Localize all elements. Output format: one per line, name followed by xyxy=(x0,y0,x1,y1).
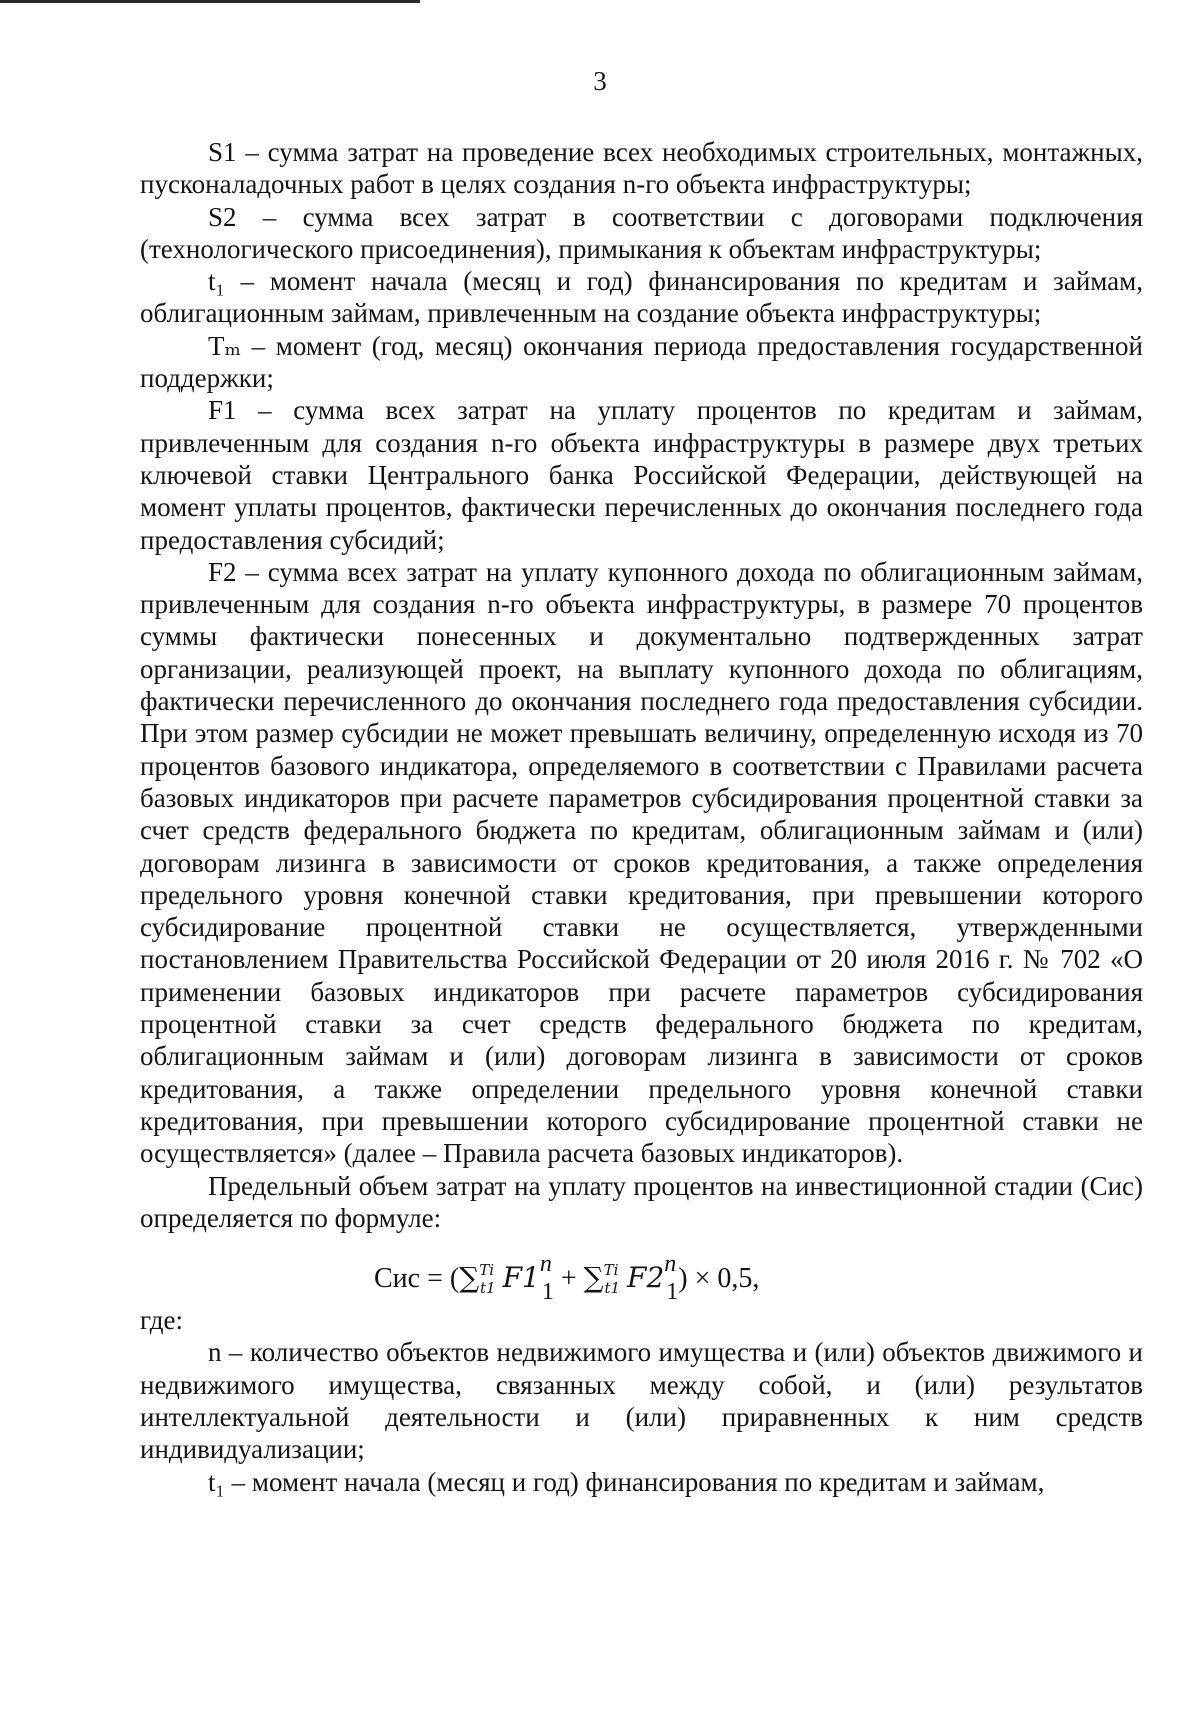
paragraph-f1: F1 – сумма всех затрат на уплату процентов по кредитам и займам, привлеченным для создания n-го объекта инфраструктуры в размере двух третьих ключевой ставки Центрального банка Российской Федерации, действующей на момент уплаты процентов, фактически перечисленных до окончания последнего года предоставления субсидий; xyxy=(140,395,1143,555)
formula-open-paren: ( xyxy=(449,1263,460,1295)
sum-symbol-1: ∑ xyxy=(459,1261,480,1295)
where-label: где: xyxy=(140,1305,183,1336)
formula-multiplier: × 0,5, xyxy=(694,1263,760,1295)
formula-lhs: Сис xyxy=(374,1263,421,1295)
sum-symbol-2: ∑ xyxy=(583,1261,604,1295)
term-f1-sup: n xyxy=(539,1251,552,1278)
paragraph-tm: Tₘ – момент (год, месяц) окончания периода предоставления государственной поддержки; xyxy=(140,330,1143,394)
definition-n: n – количество объектов недвижимого имущества и (или) объектов движимого и недвижимого имущества, связанных между собой, и (или) результатов интеллектуальной деятельности и (или) приравненных к ним средств индивидуализации; xyxy=(140,1337,1143,1465)
paragraph-f2: F2 – сумма всех затрат на уплату купонного дохода по облигационным займам, привлеченным для создания n-го объекта инфраструктуры, в размере 70 процентов суммы фактически понесенных и документально подтвержденных затрат организации, реализующей проект, на выплату купонного дохода по облигациям, фактически перечисленного до окончания последнего года предоставления субсидии. При этом размер субсидии не может превышать величину, определенную исходя из 70 процентов базового индикатора, определяемого в соответствии с Правилами расчета базовых индикаторов при расчете параметров субсидирования процентной ставки за счет средств федерального бюджета по кредитам, облигационным займам и (или) договорам лизинга в зависимости от сроков кредитования, а также определения предельного уровня конечной ставки кредитования, при превышении которого субсидирование процентной ставки не осуществляется, утвержденными постановлением Правительства Российской Федерации от 20 июля 2016 г. № 702 «О применении базовых индикаторов при расчете параметров субсидирования процентной ставки за счет средств федерального бюджета по кредитам, облигационным займам и (или) договорам лизинга в зависимости от сроков кредитования, а также определении предельного уровня конечной ставки кредитования, при превышении которого субсидирование процентной ставки не осуществляется» (далее – Правила расчета базовых индикаторов). xyxy=(140,556,1143,1169)
formula-equals: = xyxy=(427,1263,443,1295)
scan-edge-mark xyxy=(0,0,420,3)
formula-block xyxy=(140,1240,1143,1306)
sum-lower-limit-2: t1 xyxy=(604,1279,621,1298)
term-f2-sup: n xyxy=(664,1251,677,1278)
paragraph-limit-intro: Предельный объем затрат на уплату процентов на инвестиционной стадии (Сис) определяется по формуле: xyxy=(140,1170,1143,1233)
sum-upper-limit-2: Ti xyxy=(603,1261,619,1280)
paragraph-t1: t₁ – момент начала (месяц и год) финансирования по кредитам и займам, облигационным займам, привлеченным на создание объекта инфраструктуры; xyxy=(140,266,1143,329)
term-f2-sub: 1 xyxy=(666,1279,679,1306)
paragraph-s2: S2 – сумма всех затрат в соответствии с договорами подключения (технологического присоединения), примыкания к объектам инфраструктуры; xyxy=(140,201,1143,264)
formula-term-f2: F2 xyxy=(627,1261,665,1295)
formula-close-paren: ) xyxy=(678,1263,688,1295)
formula-plus: + xyxy=(560,1263,577,1295)
paragraph-s1: S1 – сумма затрат на проведение всех необходимых строительных, монтажных, пусконаладочных работ в целях создания n-го объекта инфраструктуры; xyxy=(140,137,1143,200)
sum-upper-limit-1: Ti xyxy=(479,1261,495,1280)
page-number: 3 xyxy=(593,66,607,96)
formula-term-f1: F1 xyxy=(502,1261,540,1295)
document-body xyxy=(140,136,1143,1498)
term-f1-sub: 1 xyxy=(541,1279,554,1306)
definition-t1: t₁ – момент начала (месяц и год) финансирования по кредитам и займам, xyxy=(208,1466,1045,1497)
formula-line xyxy=(374,1246,759,1310)
sum-lower-limit-1: t1 xyxy=(480,1279,496,1298)
